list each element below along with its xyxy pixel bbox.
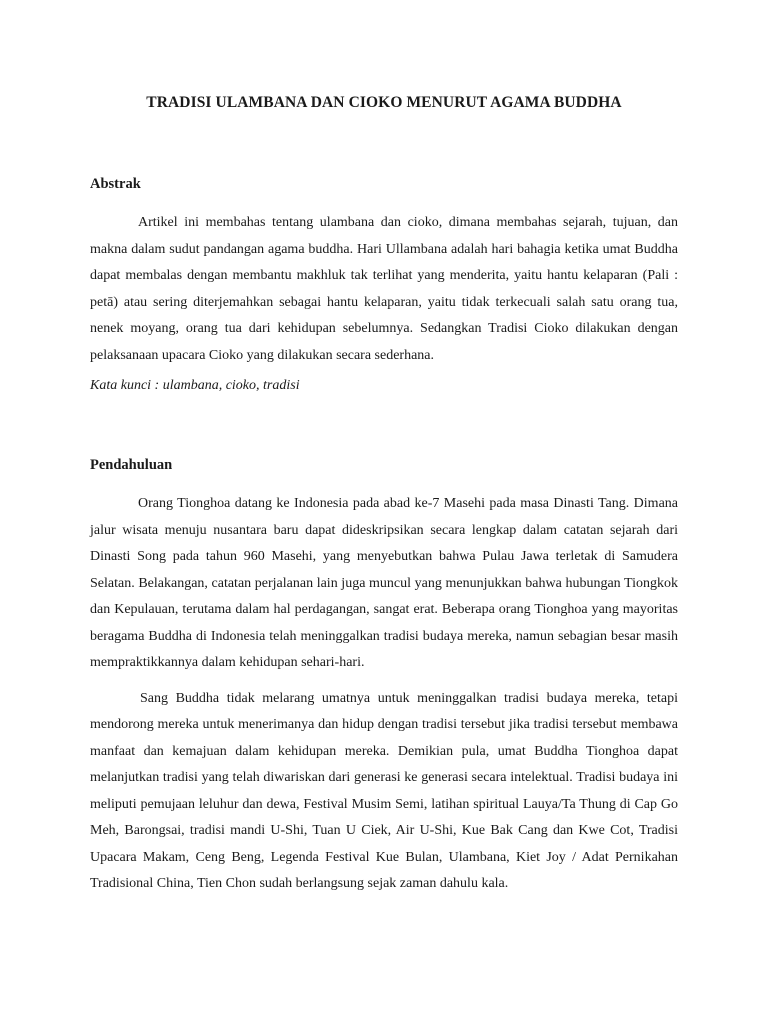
document-title: TRADISI ULAMBANA DAN CIOKO MENURUT AGAMA BUDDHA: [146, 94, 622, 111]
abstract-body: Artikel ini membahas tentang ulambana dan cioko, dimana membahas sejarah, tujuan, dan makna dalam sudut pandangan agama buddha. Hari Ullambana adalah hari bahagia ketika umat Buddha dapat membalas dengan membantu makhluk tak terlihat yang menderita, yaitu hantu kelaparan (Pali : petā) atau sering diterjemahkan sebagai hantu kelaparan, yaitu tidak terkecuali salah satu orang tua, nenek moyang, orang tua dari kehidupan sebelumnya. Sedangkan Tradisi Cioko dilakukan dengan pelaksanaan upacara Cioko yang dilakukan secara sederhana.: [90, 215, 678, 363]
introduction-section: [90, 457, 678, 898]
introduction-paragraph: Orang Tionghoa datang ke Indonesia pada abad ke-7 Masehi pada masa Dinasti Tang. Dimana jalur wisata menuju nusantara baru dapat dideskripsikan secara lengkap dalam catatan sejarah dari Dinasti Song pada tahun 960 Masehi, yang menyebutkan bahwa Pulau Jawa terletak di Samudera Selatan. Belakangan, catatan perjalanan lain juga muncul yang menunjukkan bahwa hubungan Tiongkok dan Kepulauan, terutama dalam hal perdagangan, sangat erat. Beberapa orang Tionghoa yang mayoritas beragama Buddha di Indonesia telah meninggalkan tradisi budaya mereka, namun sebagian besar masih mempraktikkannya dalam kehidupan sehari-hari.: [90, 496, 678, 670]
abstract-heading: Abstrak: [90, 176, 141, 192]
abstract-section: [90, 176, 678, 394]
introduction-paragraph: Sang Buddha tidak melarang umatnya untuk meninggalkan tradisi budaya mereka, tetapi mendorong mereka untuk menerimanya dan hidup dengan tradisi tersebut jika tradisi tersebut membawa manfaat dan kemajuan dalam kehidupan mereka. Demikian pula, umat Buddha Tionghoa dapat melanjutkan tradisi yang telah diwariskan dari generasi ke generasi secara intelektual. Tradisi budaya ini meliputi pemujaan leluhur dan dewa, Festival Musim Semi, latihan spiritual Lauya/Ta Thung di Cap Go Meh, Barongsai, tradisi mandi U-Shi, Tuan U Ciek, Air U-Shi, Kue Bak Cang dan Kwe Cot, Tradisi Upacara Makam, Ceng Beng, Legenda Festival Kue Bulan, Ulambana, Kiet Joy / Adat Pernikahan Tradisional China, Tien Chon sudah berlangsung sejak zaman dahulu kala.: [90, 690, 678, 891]
keywords-line: Kata kunci : ulambana, cioko, tradisi: [90, 378, 300, 393]
introduction-heading: Pendahuluan: [90, 457, 173, 473]
